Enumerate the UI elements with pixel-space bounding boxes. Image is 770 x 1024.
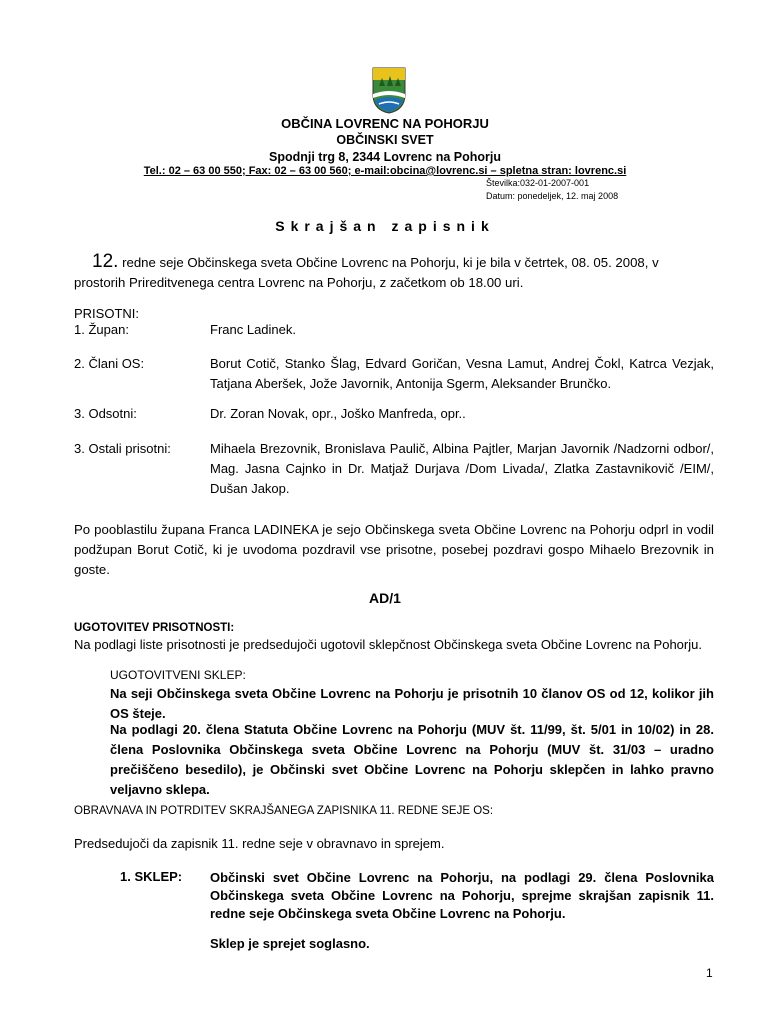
intro-line-1: redne seje Občinskega sveta Občine Lovrenc na Pohorju, ki je bila v četrtek, 08. 05. 2008, v	[122, 255, 659, 270]
opening-paragraph: Po pooblastilu župana Franca LADINEKA je sejo Občinskega sveta Občine Lovrenc na Pohorju odprl in vodil podžupan Borut Cotič, ki je uvodoma pozdravil vse prisotne, posebej pozdravi gospo Mihaelo Brezovnik in goste.	[74, 522, 714, 577]
resolution-text: Občinski svet Občine Lovrenc na Pohorju, na podlagi 29. člena Poslovnika Občinskega sveta Občine Lovrenc na Pohorju, sprejme skrajšan zapisnik 11. redne seje Občinskega sveta Občine Lovrenc na Pohorju.	[210, 870, 714, 921]
contact-line[interactable]: Tel.: 02 – 63 00 550; Fax: 02 – 63 00 560; e-mail:obcina@lovrenc.si – spletna stran: lovrenc.si	[143, 165, 627, 177]
attendance-value-members: Borut Cotič, Stanko Šlag, Edvard Goričan, Vesna Lamut, Andrej Čokl, Katrca Vezjak, Tatjana Aberšek, Jože Javornik, Antonija Sgerm, Aleksander Brunčko.	[210, 356, 714, 391]
attendance-heading: PRISOTNI:	[74, 306, 140, 321]
council-name: OBČINSKI SVET	[336, 133, 434, 147]
review-text: Predsedujoči da zapisnik 11. redne seje v obravnavo in sprejem.	[74, 836, 445, 851]
attendance-label-absent: 3. Odsotni:	[74, 406, 137, 421]
org-name: OBČINA LOVRENC NA POHORJU	[281, 116, 489, 131]
presence-text: Na podlagi liste prisotnosti je predsedujoči ugotovil sklepčnost Občinskega sveta Občine Lovrenc na Pohorju.	[74, 637, 702, 652]
attendance-label-others: 3. Ostali prisotni:	[74, 441, 171, 456]
attendance-label-members: 2. Člani OS:	[74, 356, 145, 371]
session-number: 12.	[92, 251, 119, 272]
attendance-label-mayor: 1. Župan:	[74, 322, 129, 337]
document-title: Skrajšan zapisnik	[275, 218, 495, 234]
document-number: Številka:032-01-2007-001	[486, 178, 590, 188]
attendance-value-mayor: Franc Ladinek.	[210, 322, 296, 337]
document-date: Datum: ponedeljek, 12. maj 2008	[486, 191, 619, 201]
intro-line-2: prostorih Prireditvenega centra Lovrenc na Pohorju, z začetkom ob 18.00 uri.	[74, 275, 524, 290]
conclusion-title: UGOTOVITVENI SKLEP:	[110, 668, 246, 682]
municipality-crest	[371, 66, 407, 114]
conclusion-paragraph-1: Na seji Občinskega sveta Občine Lovrenc na Pohorju je prisotnih 10 članov OS od 12, kolikor jih OS šteje.	[110, 686, 714, 721]
review-heading: OBRAVNAVA IN POTRDITEV SKRAJŠANEGA ZAPISNIKA 11. REDNE SEJE OS:	[74, 805, 494, 817]
attendance-value-absent: Dr. Zoran Novak, opr., Joško Manfreda, opr..	[210, 406, 466, 421]
attendance-value-others: Mihaela Brezovnik, Bronislava Paulič, Albina Pajtler, Marjan Javornik /Nadzorni odbor/, Mag. Jasna Cajnko in Dr. Matjaž Durjava /Dom Livada/, Zlatka Zastavnikovič /EIM/, Dušan Jakop.	[210, 441, 714, 496]
agenda-item-heading: AD/1	[369, 590, 401, 606]
presence-subheading: UGOTOVITEV PRISOTNOSTI:	[74, 622, 235, 634]
resolution-vote: Sklep je sprejet soglasno.	[210, 936, 370, 951]
intro-paragraph	[74, 252, 714, 293]
page-number: 1	[706, 966, 713, 980]
conclusion-paragraph-2: Na podlagi 20. člena Statuta Občine Lovrenc na Pohorju (MUV št. 11/99, št. 5/01 in 10/02) in 28. člena Poslovnika Občinskega sveta Občine Lovrenc na Pohorju (MUV št. 31/03 – uradno prečiščeno besedilo), je Občinski svet Občine Lovrenc na Pohorju sklepčen in lahko pravno veljavno sklepa.	[110, 722, 714, 797]
resolution-label: 1. SKLEP:	[120, 869, 183, 884]
address: Spodnji trg 8, 2344 Lovrenc na Pohorju	[269, 150, 501, 164]
